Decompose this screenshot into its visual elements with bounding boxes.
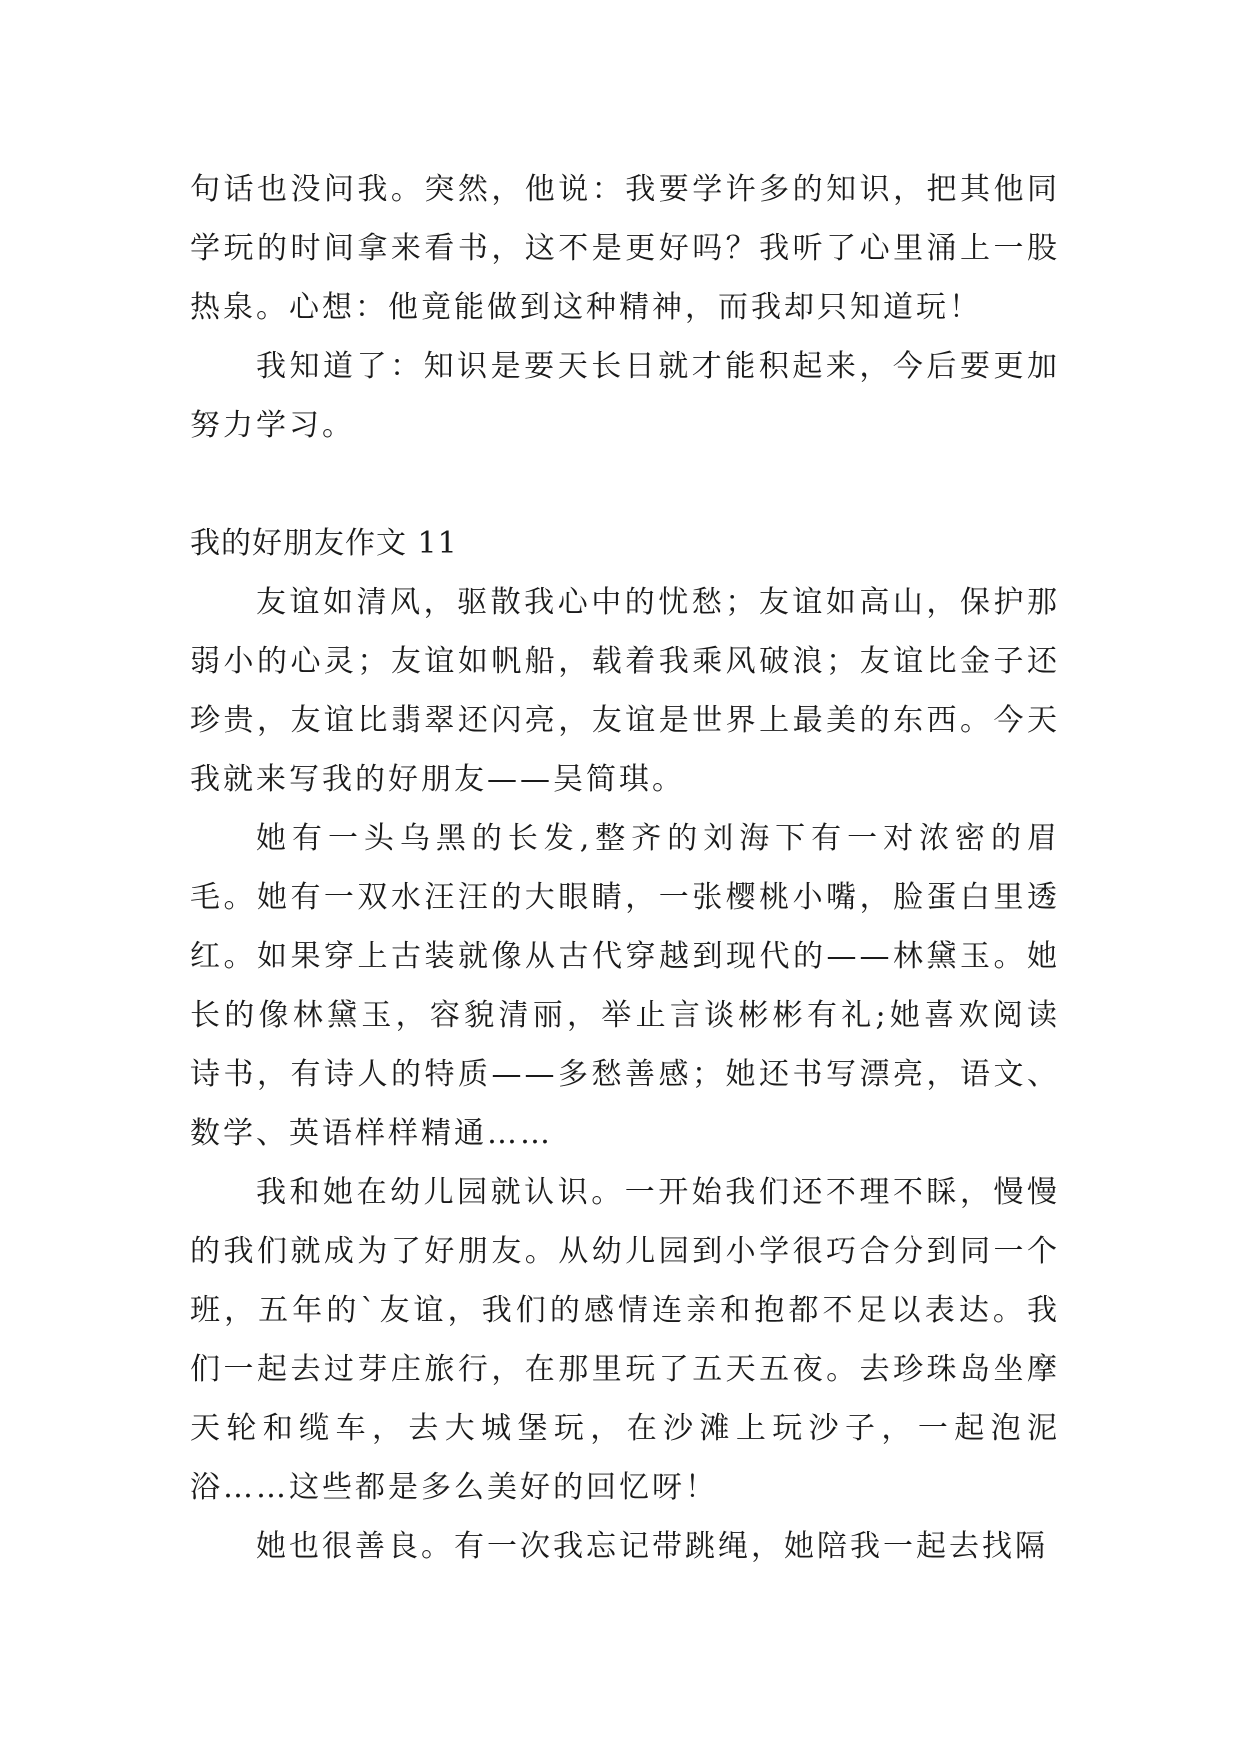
paragraph-intro: 友谊如清风，驱散我心中的忧愁；友谊如高山，保护那弱小的心灵；友谊如帆船，载着我乘风破浪；友谊比金子还珍贵，友谊比翡翠还闪亮，友谊是世界上最美的东西。今天我就来写我的好朋友——吴简琪。 <box>190 585 1060 797</box>
paragraph-continued: 句话也没问我。突然，他说：我要学许多的知识，把其他同学玩的时间拿来看书，这不是更好吗？我听了心里涌上一股热泉。心想：他竟能做到这种精神，而我却只知道玩！ <box>190 172 1060 325</box>
paragraph-appearance: 她有一头乌黑的长发,整齐的刘海下有一对浓密的眉毛。她有一双水汪汪的大眼睛，一张樱桃小嘴，脸蛋白里透红。如果穿上古装就像从古代穿越到现代的——林黛玉。她长的像林黛玉，容貌清丽，举止言谈彬彬有礼;她喜欢阅读诗书，有诗人的特质——多愁善感；她还书写漂亮，语文、数学、英语样样精通…… <box>190 821 1060 1151</box>
paragraph-friendship: 我和她在幼儿园就认识。一开始我们还不理不睬，慢慢的我们就成为了好朋友。从幼儿园到小学很巧合分到同一个班，五年的`友谊，我们的感情连亲和抱都不足以表达。我们一起去过芽庄旅行，在那里玩了五天五夜。去珍珠岛坐摩天轮和缆车，去大城堡玩，在沙滩上玩沙子，一起泡泥浴……这些都是多么美好的回忆呀！ <box>190 1175 1060 1505</box>
document-body <box>190 160 1060 1576</box>
paragraph-kindness: 她也很善良。有一次我忘记带跳绳，她陪我一起去找隔 <box>256 1529 1048 1564</box>
paragraph-conclusion: 我知道了：知识是要天长日就才能积起来，今后要更加努力学习。 <box>190 349 1060 443</box>
essay-heading: 我的好朋友作文 11 <box>190 526 458 561</box>
